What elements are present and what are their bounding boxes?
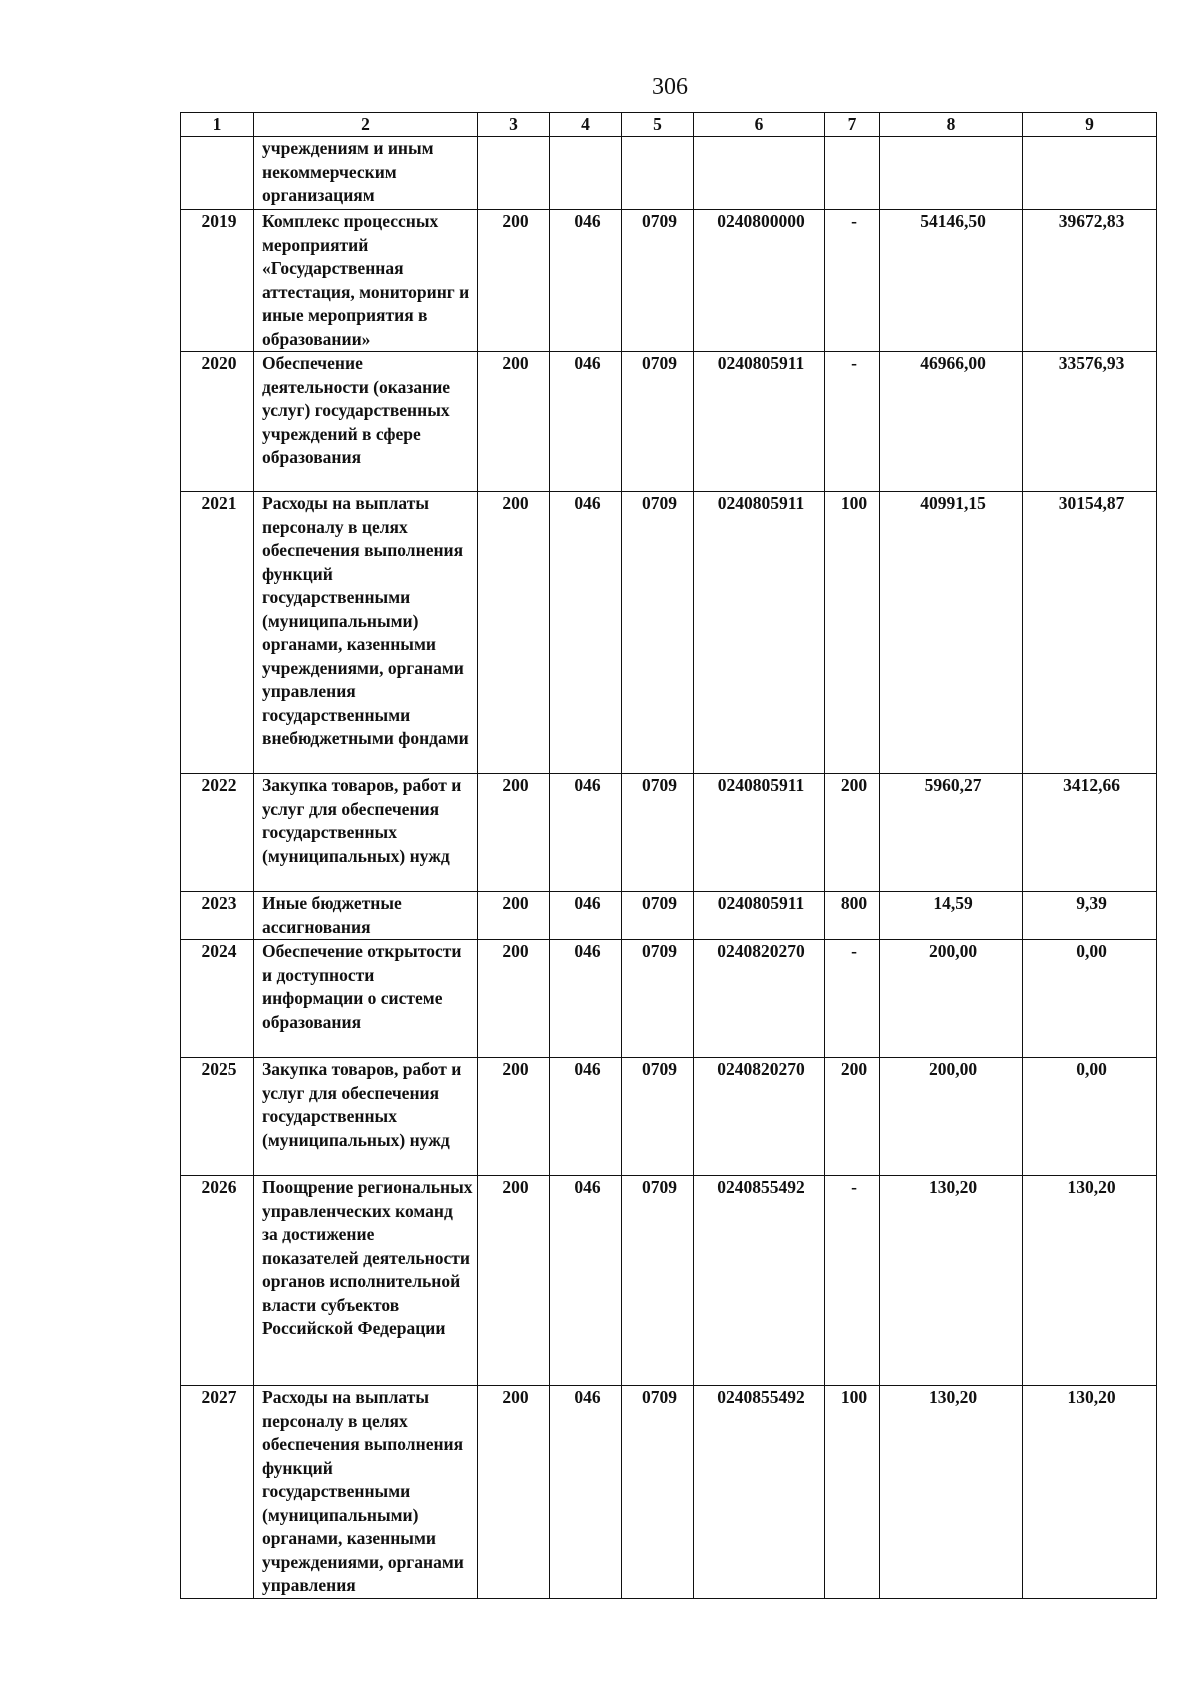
col9-amount: 0,00 (1023, 1058, 1157, 1176)
row-number: 2021 (181, 492, 254, 774)
col8-amount: 46966,00 (880, 352, 1023, 492)
table-row (181, 1058, 1157, 1176)
col5-code: 0709 (622, 492, 694, 774)
col7-code: - (825, 210, 880, 352)
col3-code (478, 137, 550, 210)
col6-code: 0240820270 (694, 940, 825, 1058)
expense-name: Иные бюджетные ассигнования (254, 892, 478, 940)
col4-code: 046 (550, 1176, 622, 1386)
col8-amount: 54146,50 (880, 210, 1023, 352)
column-header: 3 (478, 113, 550, 137)
col6-code: 0240805911 (694, 892, 825, 940)
col8-amount: 5960,27 (880, 774, 1023, 892)
col5-code: 0709 (622, 210, 694, 352)
column-header: 1 (181, 113, 254, 137)
col6-code: 0240855492 (694, 1386, 825, 1599)
col9-amount: 0,00 (1023, 940, 1157, 1058)
col8-amount: 14,59 (880, 892, 1023, 940)
column-header: 4 (550, 113, 622, 137)
expense-name: Обеспечение деятельности (оказание услуг) государственных учреждений в сфере образования (254, 352, 478, 492)
col5-code: 0709 (622, 774, 694, 892)
col3-code: 200 (478, 940, 550, 1058)
col3-code: 200 (478, 892, 550, 940)
col4-code: 046 (550, 492, 622, 774)
row-number: 2023 (181, 892, 254, 940)
col7-code (825, 137, 880, 210)
col4-code: 046 (550, 210, 622, 352)
col9-amount: 33576,93 (1023, 352, 1157, 492)
expense-name: учреждениям и иным некоммерческим организациям (254, 137, 478, 210)
col5-code: 0709 (622, 1386, 694, 1599)
column-header: 7 (825, 113, 880, 137)
table-row (181, 352, 1157, 492)
table-row (181, 210, 1157, 352)
col6-code: 0240800000 (694, 210, 825, 352)
table-row (181, 774, 1157, 892)
col3-code: 200 (478, 492, 550, 774)
col8-amount: 40991,15 (880, 492, 1023, 774)
col3-code: 200 (478, 1386, 550, 1599)
row-number: 2020 (181, 352, 254, 492)
column-header: 5 (622, 113, 694, 137)
budget-table (180, 112, 1157, 1599)
col3-code: 200 (478, 774, 550, 892)
col9-amount: 30154,87 (1023, 492, 1157, 774)
col4-code (550, 137, 622, 210)
col9-amount: 3412,66 (1023, 774, 1157, 892)
table-row (181, 1176, 1157, 1386)
col4-code: 046 (550, 1386, 622, 1599)
expense-name: Закупка товаров, работ и услуг для обеспечения государственных (муниципальных) нужд (254, 774, 478, 892)
table-row (181, 137, 1157, 210)
expense-name: Расходы на выплаты персоналу в целях обеспечения выполнения функций государственными (муниципальными) органами, казенными учреждениями, органами управления (254, 1386, 478, 1599)
col4-code: 046 (550, 892, 622, 940)
col3-code: 200 (478, 1176, 550, 1386)
col5-code: 0709 (622, 352, 694, 492)
col9-amount: 130,20 (1023, 1176, 1157, 1386)
col6-code: 0240805911 (694, 774, 825, 892)
col5-code (622, 137, 694, 210)
col9-amount: 9,39 (1023, 892, 1157, 940)
column-header: 6 (694, 113, 825, 137)
col7-code: - (825, 1176, 880, 1386)
col6-code: 0240805911 (694, 352, 825, 492)
row-number: 2019 (181, 210, 254, 352)
col8-amount: 200,00 (880, 940, 1023, 1058)
row-number: 2025 (181, 1058, 254, 1176)
col4-code: 046 (550, 940, 622, 1058)
table-row (181, 492, 1157, 774)
expense-name: Обеспечение открытости и доступности информации о системе образования (254, 940, 478, 1058)
col7-code: 200 (825, 1058, 880, 1176)
col4-code: 046 (550, 352, 622, 492)
column-header: 2 (254, 113, 478, 137)
col9-amount (1023, 137, 1157, 210)
col8-amount: 130,20 (880, 1386, 1023, 1599)
column-header: 9 (1023, 113, 1157, 137)
col3-code: 200 (478, 352, 550, 492)
col9-amount: 130,20 (1023, 1386, 1157, 1599)
row-number: 2022 (181, 774, 254, 892)
column-header: 8 (880, 113, 1023, 137)
row-number: 2026 (181, 1176, 254, 1386)
col3-code: 200 (478, 210, 550, 352)
expense-name: Комплекс процессных мероприятий «Государственная аттестация, мониторинг и иные мероприятия в образовании» (254, 210, 478, 352)
page-number: 306 (652, 74, 688, 100)
col8-amount (880, 137, 1023, 210)
expense-name: Расходы на выплаты персоналу в целях обеспечения выполнения функций государственными (муниципальными) органами, казенными учреждениями, органами управления государственными внебюджетными фондами (254, 492, 478, 774)
col7-code: 200 (825, 774, 880, 892)
col4-code: 046 (550, 1058, 622, 1176)
expense-name: Закупка товаров, работ и услуг для обеспечения государственных (муниципальных) нужд (254, 1058, 478, 1176)
header-row (181, 113, 1157, 137)
table-row (181, 1386, 1157, 1599)
col5-code: 0709 (622, 940, 694, 1058)
expense-name: Поощрение региональных управленческих команд за достижение показателей деятельности органов исполнительной власти субъектов Российской Федерации (254, 1176, 478, 1386)
col7-code: 100 (825, 1386, 880, 1599)
col6-code: 0240855492 (694, 1176, 825, 1386)
col8-amount: 200,00 (880, 1058, 1023, 1176)
row-number (181, 137, 254, 210)
row-number: 2024 (181, 940, 254, 1058)
row-number: 2027 (181, 1386, 254, 1599)
col9-amount: 39672,83 (1023, 210, 1157, 352)
col5-code: 0709 (622, 1176, 694, 1386)
col5-code: 0709 (622, 1058, 694, 1176)
col7-code: - (825, 940, 880, 1058)
col6-code: 0240820270 (694, 1058, 825, 1176)
table-row (181, 892, 1157, 940)
col8-amount: 130,20 (880, 1176, 1023, 1386)
table-row (181, 940, 1157, 1058)
col5-code: 0709 (622, 892, 694, 940)
col4-code: 046 (550, 774, 622, 892)
col3-code: 200 (478, 1058, 550, 1176)
col7-code: - (825, 352, 880, 492)
col6-code: 0240805911 (694, 492, 825, 774)
col7-code: 800 (825, 892, 880, 940)
col6-code (694, 137, 825, 210)
col7-code: 100 (825, 492, 880, 774)
